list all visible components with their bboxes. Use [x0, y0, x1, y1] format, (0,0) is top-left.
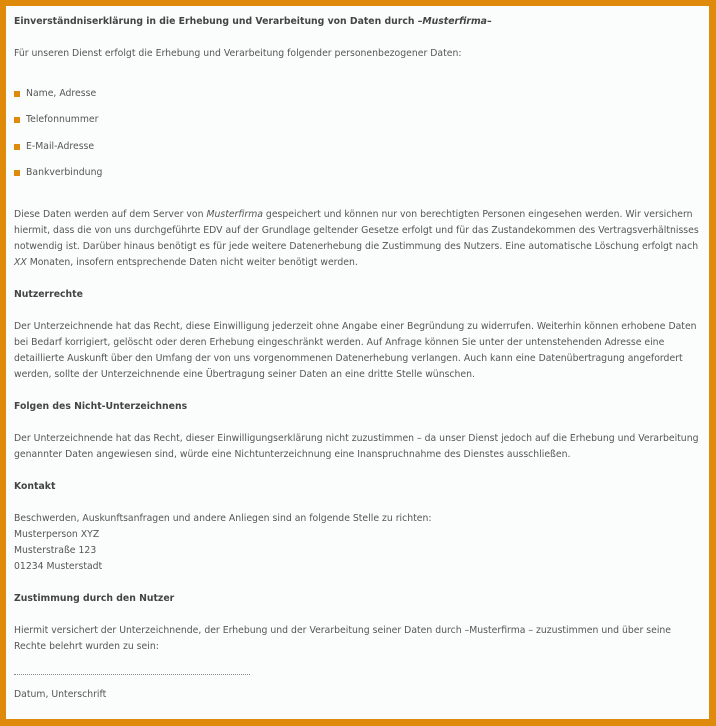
list-item: Bankverbindung: [14, 165, 102, 181]
consequences-paragraph: Der Unterzeichnende hat das Recht, dieser Einwilligungserklärung nicht zuzustimmen – da unser Dienst jedoch auf die Erhebung und Verarbeitung genannter Daten angewiesen sind, würde eine Nichtunterzeichnung eine Inanspruchnahme des Dienstes ausschließen.: [14, 433, 699, 460]
intro-text: Für unseren Dienst erfolgt die Erhebung und Verarbeitung folgender personenbezogener Daten:: [14, 48, 462, 59]
contact-city: 01234 Musterstadt: [14, 561, 103, 572]
list-item: E-Mail-Adresse: [14, 139, 94, 155]
contact-intro: Beschwerden, Auskunftsanfragen und andere Anliegen sind an folgende Stelle zu richten:: [14, 513, 432, 524]
contact-street: Musterstraße 123: [14, 545, 97, 556]
rights-paragraph: Der Unterzeichnende hat das Recht, diese Einwilligung jederzeit ohne Angabe einer Begründung zu widerrufen. Weiterhin können erhobene Daten bei Bedarf korrigiert, gelöscht oder deren Erhebung eingeschränkt werden. Auf Anfrage können Sie unter der untenstehenden Adresse eine detaillierte Auskunft über den Umfang der von uns vorgenommenen Datenerhebung verlangen. Auch kann eine Datenübertragung angefordert werden, sollte der Unterzeichnende eine Übertragung seiner Daten an eine dritte Stelle wünschen.: [14, 321, 697, 380]
list-item: Name, Adresse: [14, 86, 96, 102]
bullet-icon: [14, 170, 20, 176]
bullet-icon: [14, 117, 20, 123]
bullet-icon: [14, 144, 20, 150]
signature-line: [14, 674, 250, 675]
storage-paragraph: Diese Daten werden auf dem Server von Musterfirma gespeichert und können nur von berechtigten Personen eingesehen werden. Wir versichern hiermit, dass die von uns durchgeführte EDV auf der Grundlage geltender Gesetze erfolgt und für das Zustandekommen des Vertragsverhältnisses notwendig ist. Darüber hinaus benötigt es für jede weitere Datenerhebung die Zustimmung des Nutzers. Eine automatische Löschung erfolgt nach XX Monaten, insofern entsprechende Daten nicht weiter benötigt werden.: [14, 209, 699, 268]
signature-label: Datum, Unterschrift: [14, 689, 107, 700]
list-item: Telefonnummer: [14, 112, 98, 128]
bullet-icon: [14, 91, 20, 97]
rights-heading: Nutzerrechte: [14, 289, 83, 300]
consent-paragraph: Hiermit versichert der Unterzeichnende, der Erhebung und der Verarbeitung seiner Daten durch –Musterfirma – zuzustimmen und über seine Rechte belehrt wurden zu sein:: [14, 625, 672, 652]
contact-name: Musterperson XYZ: [14, 529, 100, 540]
document-title: Einverständniserklärung in die Erhebung und Verarbeitung von Daten durch –Musterfirma–: [14, 16, 492, 27]
document-page: [6, 6, 709, 719]
consent-heading: Zustimmung durch den Nutzer: [14, 593, 175, 604]
contact-heading: Kontakt: [14, 481, 56, 492]
consequences-heading: Folgen des Nicht-Unterzeichnens: [14, 401, 188, 412]
